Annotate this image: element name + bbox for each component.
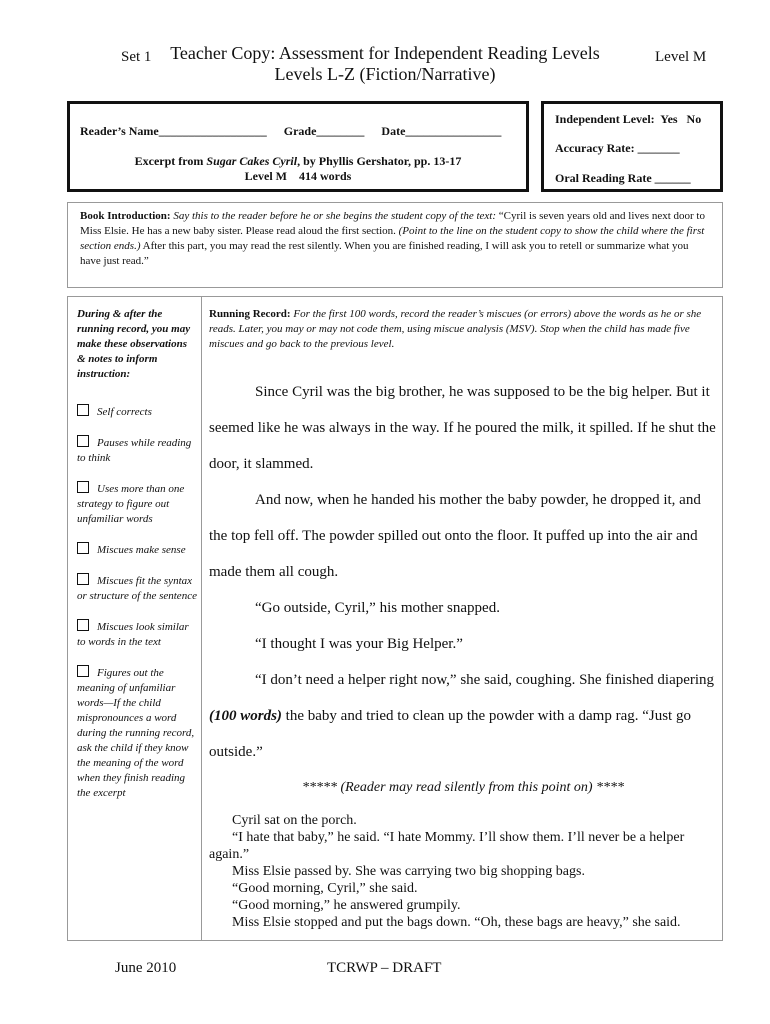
checkbox-icon[interactable]	[77, 481, 89, 493]
intro-say: Say this to the reader before he or she begins the student copy of the text:	[170, 210, 499, 222]
story-line: “I hate that baby,” he said. “I hate Mommy. I’ll show them. I’ll never be a helper again.”	[209, 830, 685, 862]
story-paragraph: “Go outside, Cyril,” his mother snapped.	[255, 600, 500, 616]
footer-date: June 2010	[115, 960, 177, 976]
story-paragraph	[209, 698, 717, 770]
checkbox-item-miscues-sense[interactable]	[77, 542, 197, 558]
story-line: Cyril sat on the porch.	[232, 813, 357, 828]
checkbox-label: Miscues make sense	[97, 544, 186, 556]
excerpt-prefix: Excerpt from	[134, 154, 207, 168]
intro-label: Book Introduction:	[80, 210, 171, 222]
story-line: Miss Elsie stopped and put the bags down. “Oh, these bags are heavy,” she said.	[232, 915, 681, 930]
checkbox-label: Self corrects	[97, 406, 152, 418]
excerpt-info	[70, 154, 526, 184]
silent-reading-text	[209, 812, 717, 931]
checkbox-item-meaning[interactable]	[77, 665, 197, 801]
checkbox-item-pauses[interactable]	[77, 435, 197, 466]
story-paragraph: Since Cyril was the big brother, he was supposed to be the big helper. But it seemed like he was always in the way. If he poured the milk, it spilled. If he shut the door, it slammed.	[209, 384, 716, 472]
checkbox-label: Uses more than one strategy to figure out unfamiliar words	[77, 483, 185, 525]
hundred-words-marker: (100 words)	[209, 708, 282, 724]
observation-sidebar	[77, 307, 197, 801]
intro-quote: “Cyril is seven years old and lives next door to Miss Elsie. He has a new baby sister. Please read aloud the first section.	[80, 210, 705, 237]
checkbox-icon[interactable]	[77, 435, 89, 447]
checkbox-icon[interactable]	[77, 404, 89, 416]
date-field[interactable]: Date________________	[381, 124, 502, 138]
reader-info-row	[80, 124, 515, 139]
running-record-label: Running Record:	[209, 308, 291, 320]
excerpt-title: Sugar Cakes Cyril	[206, 154, 298, 168]
observation-heading: During & after the running record, you may make these observations & notes to inform instruction:	[77, 308, 191, 380]
checkbox-icon[interactable]	[77, 542, 89, 554]
checkbox-item-self-corrects[interactable]	[77, 404, 197, 420]
title-line-1: Teacher Copy: Assessment for Independent Reading Levels	[170, 43, 600, 63]
checkbox-label: Miscues fit the syntax or structure of the sentence	[77, 575, 197, 602]
story-paragraph: “I thought I was your Big Helper.”	[255, 636, 463, 652]
story-text	[209, 374, 717, 806]
page-title	[140, 43, 630, 85]
checkbox-label: Figures out the meaning of unfamiliar words—If the child mispronounces a word during the running record, ask the child if they know the meaning of the word when they finish reading the excerpt	[77, 667, 195, 799]
checkbox-item-miscues-syntax[interactable]	[77, 573, 197, 604]
column-divider	[201, 297, 202, 940]
footer-draft-label: TCRWP – DRAFT	[327, 960, 442, 976]
running-record-column	[209, 307, 717, 931]
story-paragraph: And now, when he handed his mother the baby powder, he dropped it, and the top fell off. The powder spilled out onto the floor. It puffed up into the air and made them all cough.	[209, 492, 701, 580]
intro-rest: After this part, you may read the rest silently. When you are finished reading, I will ask you to retell or summarize what you have just read.”	[80, 240, 689, 267]
running-record-table	[67, 296, 723, 941]
reader-info-box	[67, 101, 529, 192]
checkbox-label: Miscues look similar to words in the text	[77, 621, 189, 648]
independent-level-field[interactable]: Independent Level: Yes No	[555, 112, 702, 126]
checkbox-item-strategy[interactable]	[77, 481, 197, 527]
title-line-2: Levels L-Z (Fiction/Narrative)	[274, 64, 496, 84]
running-record-body: For the first 100 words, record the reader’s miscues (or errors) above the words as he or she reads. Later, you may or may not code them, using miscue analysis (MSV). Stop when the child has made five miscues and go back to the previous level.	[209, 308, 702, 350]
grade-field[interactable]: Grade________	[283, 124, 365, 138]
story-paragraph-rest: the baby and tried to clean up the powder with a damp rag. “Just go outside.”	[209, 708, 691, 760]
intro-point: (Point to the line on the student copy to show the child where the first section ends.)	[80, 225, 705, 252]
running-record-instructions	[209, 307, 717, 352]
story-line: “Good morning,” he answered grumpily.	[232, 898, 461, 913]
silent-reading-separator: ***** (Reader may read silently from this point on) ****	[301, 780, 625, 795]
checkbox-label: Pauses while reading to think	[77, 437, 192, 464]
accuracy-rate-field[interactable]: Accuracy Rate: _______	[555, 141, 680, 155]
level-label: Level M	[655, 49, 707, 65]
story-line: Miss Elsie passed by. She was carrying two big shopping bags.	[232, 864, 585, 879]
set-label: Set 1	[121, 49, 152, 65]
checkbox-icon[interactable]	[77, 573, 89, 585]
story-line: “Good morning, Cyril,” she said.	[232, 881, 418, 896]
level-result-box	[541, 101, 723, 192]
checkbox-item-miscues-similar[interactable]	[77, 619, 197, 650]
checkbox-icon[interactable]	[77, 665, 89, 677]
readers-name-field[interactable]: Reader’s Name__________________	[80, 124, 267, 138]
checkbox-icon[interactable]	[77, 619, 89, 631]
book-introduction-box	[67, 202, 723, 288]
excerpt-suffix: , by Phyllis Gershator, pp. 13-17	[297, 154, 462, 168]
oral-reading-rate-field[interactable]: Oral Reading Rate ______	[555, 171, 691, 185]
story-paragraph: “I don’t need a helper right now,” she said, coughing. She finished diapering	[255, 672, 715, 688]
level-words: Level M 414 words	[244, 169, 352, 183]
